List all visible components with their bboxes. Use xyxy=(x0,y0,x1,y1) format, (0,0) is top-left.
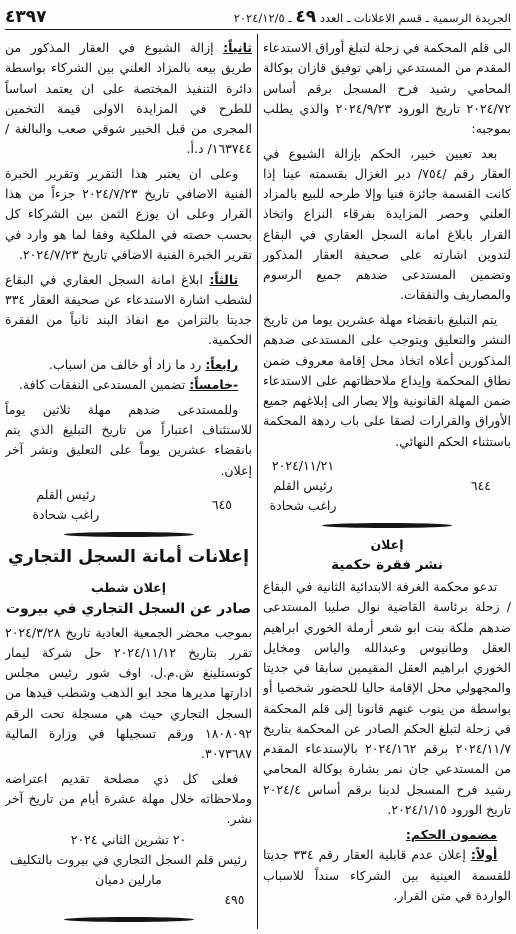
notice-reference-number: ٦٤٤ xyxy=(470,477,491,493)
section-divider xyxy=(64,532,194,537)
ruling-item-text: ابلاغ امانة السجل العقاري في البقاع لشطب اشارة الاستدعاء عن صحيفة العقار ٣٣٤ جديتا بالتزامن مع انفاذ البند ثانياً من الفقرة الحكمية. xyxy=(5,271,252,348)
issue-date: ٢٠٢٤/١٢/٥ xyxy=(233,10,285,25)
ruling-item xyxy=(5,270,252,351)
right-column xyxy=(263,38,511,930)
notice-issuer: صادر عن السجل التجاري في بيروت xyxy=(5,600,252,617)
ruling-item-text: رد ما زاد أو خالف من اسباب. xyxy=(49,356,202,372)
signature xyxy=(5,485,99,526)
ruling-item xyxy=(5,355,252,375)
signer-title: رئيس القلم xyxy=(36,486,96,502)
notice-paragraph: بعد تعيين خبير، الحكم بإزالة الشيوع في العقار رقم /٧٥٤/ دير الغزال بقسمته عينا إذا كانت القسمة جائزة فنيا وإلا طرحه للبيع بالمزاد العلني وحصر المزايدة بفرقاء النزاع واتخاذ القرار بابلاغ امانة السجل العقاري في البقاع لتدوين اشارته على صحيفة العقار المذكور وتضمين المستدعى ضدهم جميع الرسوم والمصاريف والنفقات. xyxy=(263,145,511,303)
page-header xyxy=(5,4,511,30)
section-divider xyxy=(64,917,194,922)
notice-reference-number: ٤٩٥ xyxy=(224,892,245,908)
signer-title: رئيس القلم xyxy=(273,477,333,493)
notice-reference-number: ٦٤٥ xyxy=(211,496,232,512)
column-divider xyxy=(257,34,258,929)
ruling-item xyxy=(5,38,252,160)
notice-paragraph: فعلى كل ذي مصلحة تقديم اعتراضه وملاحظاته خلال مهلة عشرة أيام من تاريخ آخر نشر. xyxy=(5,770,252,827)
ruling-item-text: تضمين المستدعى النفقات كافة. xyxy=(18,377,186,393)
ruling-item xyxy=(263,845,511,906)
ruling-item-label: أولاً: xyxy=(470,847,498,863)
notice-paragraph: الى قلم المحكمة في زحلة لتبلغ أوراق الاستدعاء المقدم من المستدعي زاهي توفيق قازان بوكالة المحامي رشيد فرح المسجل برقم أساس ٢٠٢٤/٧٢ تاريخ الورود ٢٠٢٤/٩/٢٣ والذي يطلب بموجبه: xyxy=(263,40,511,136)
partition-notice xyxy=(263,38,511,516)
ruling-item xyxy=(5,375,252,395)
signature-block xyxy=(5,485,252,526)
signature xyxy=(263,456,338,517)
ruling-item-text: إزالة الشيوع في العقار المذكور من طريق بيعه بالمزاد العلني بين الشركاء بواسطة دائرة التنفيذ المختصة على ان يعتمد اساساً للطرح في المزايدة الاولى قيمة التخمين المجرى من قبل الخبير شوقي صعب والبالغة /١٦٣٧٤٤/ د.أ. xyxy=(5,40,252,157)
ruling-item-label: -خامساً: xyxy=(189,377,239,393)
reference-row xyxy=(5,890,252,910)
signature-date: ٢٠٢٤/١١/٢١ xyxy=(271,457,335,473)
signer-title: رئيس قلم السجل التجاري في بيروت بالتكليف xyxy=(9,851,248,867)
section-divider xyxy=(322,523,452,528)
judgment-notice-continued xyxy=(5,38,252,525)
ruling-item-label: ثالثاً: xyxy=(209,271,239,287)
signer-name: مارلين دميان xyxy=(95,872,162,888)
notice-title: نشر فقرة حكمية xyxy=(331,557,443,574)
notice-paragraph: بموجب محضر الجمعية العادية تاريخ ٢٠٢٤/٣/٢٨ تقرر بتاريخ ٢٠٢٤/١١/١٢ حل شركة ليمار كونستلينغ ش.م.ل. اوف شور رئيس مجلس ادارتها مديرها مجد ابو الذهب وشطب قيدها من السجل التجاري حيث هي مسجلة تحت الرقم ١٨٠٨٠٩٢ ورقم تسجيلها في وزارة المالية ٣٠٧٣٦٨٧. xyxy=(5,624,252,762)
notice-label: إعلان شطب xyxy=(90,579,167,595)
section-heading: إعلانات أمانة السجل التجاري xyxy=(8,546,249,567)
ruling-item-text: إعلان عدم قابلية العقار رقم ٣٣٤ جديتا للقسمة العينية بين الشركاء سنداً للاسباب الواردة في متن القرار. xyxy=(263,847,511,903)
signer-name: راغب شحادة xyxy=(269,498,337,513)
ruling-item-label: رابعاً: xyxy=(205,356,239,372)
notice-label: إعلان xyxy=(370,537,404,552)
judgment-notice xyxy=(263,535,511,906)
commercial-register-notice xyxy=(5,544,252,911)
issue-number: ٤٩ xyxy=(295,6,317,27)
signature-block xyxy=(263,456,511,517)
header-separator: ـ xyxy=(288,10,292,25)
notice-paragraph: وللمستدعى ضدهم مهلة ثلاثين يوماً للاستئناف اعتباراً من تاريخ التبليغ الذي يتم بانقضاء عشرين يوماً على التعليق ونشر آخر إعلان. xyxy=(5,401,252,478)
ruling-item-label: ثانياً: xyxy=(223,40,252,55)
ruling-heading: مضمون الحكم: xyxy=(405,827,498,843)
page-number: ٤٣٩٧ xyxy=(5,6,47,27)
publication-title: الجريدة الرسمية ـ قسم الاعلانات ـ العدد xyxy=(319,10,511,25)
notice-paragraph: وعلى ان يعتبر هذا التقرير وتقرير الخبرة الفنية الاضافي تاريخ ٢٠٢٤/٧/٢٣ جزءاً من هذا القرار وعلى ان يوزع الثمن بين الشركاء كل بحسب حصته في الملكية وفقا لما هو وارد في تقرير الخبرة الفنية الاضافي تاريخ ٢٠٢٤/٧/٢٣. xyxy=(5,165,252,262)
left-column xyxy=(5,38,252,930)
notice-paragraph: تدعو محكمة الغرفة الابتدائية الثانية في البقاع / زحلة برئاسة القاضية نوال صليبا المستدعى ضدهم ملكة بنت ابو شعر أرملة الخوري ابراهيم العقل وطانيوس وعبدالله والياس ومخايل الخوري ابراهيم العقل المقيمين سابقا في جديتا والمجهولي محل الإقامة حاليا للحضور شخصيا أو بواسطة من ينوب عنهم قانونا إلى قلم المحكمة في زحلة لتبلغ الحكم الصادر عن المحكمة بتاريخ ٢٠٢٤/١١/٧ برقم ٢٠٢٤/١٦٢ بالإستدعاء المقدم من المستدعي جان نمر بشارة بوكالة المحامي رشيد فرح المسجل لدينا برقم أساس ٢٠٢٤/٤ تاريخ الورود ٢٠٢٤/١/١٥. xyxy=(263,579,511,817)
notice-paragraph: يتم التبليغ بانقضاء مهلة عشرين يوما من تاريخ النشر والتعليق ويتوجب على المستدعى ضدهم المذكورين أعلاه اتخاذ محل إقامة معروف ضمن نطاق المحكمة وإيداع ملاحظاتهم على الاستدعاء ضمن المهلة القانونية وإلا يصار الى إبلاغهم جميع الأوراق والقرارات لصقا على باب ردهة المحكمة باستثناء الحكم النهائي. xyxy=(263,312,511,449)
header-title-group xyxy=(234,7,511,27)
signature-date: ٢٠ تشرين الثاني ٢٠٢٤ xyxy=(70,831,187,847)
signer-name: راغب شحادة xyxy=(32,506,100,522)
